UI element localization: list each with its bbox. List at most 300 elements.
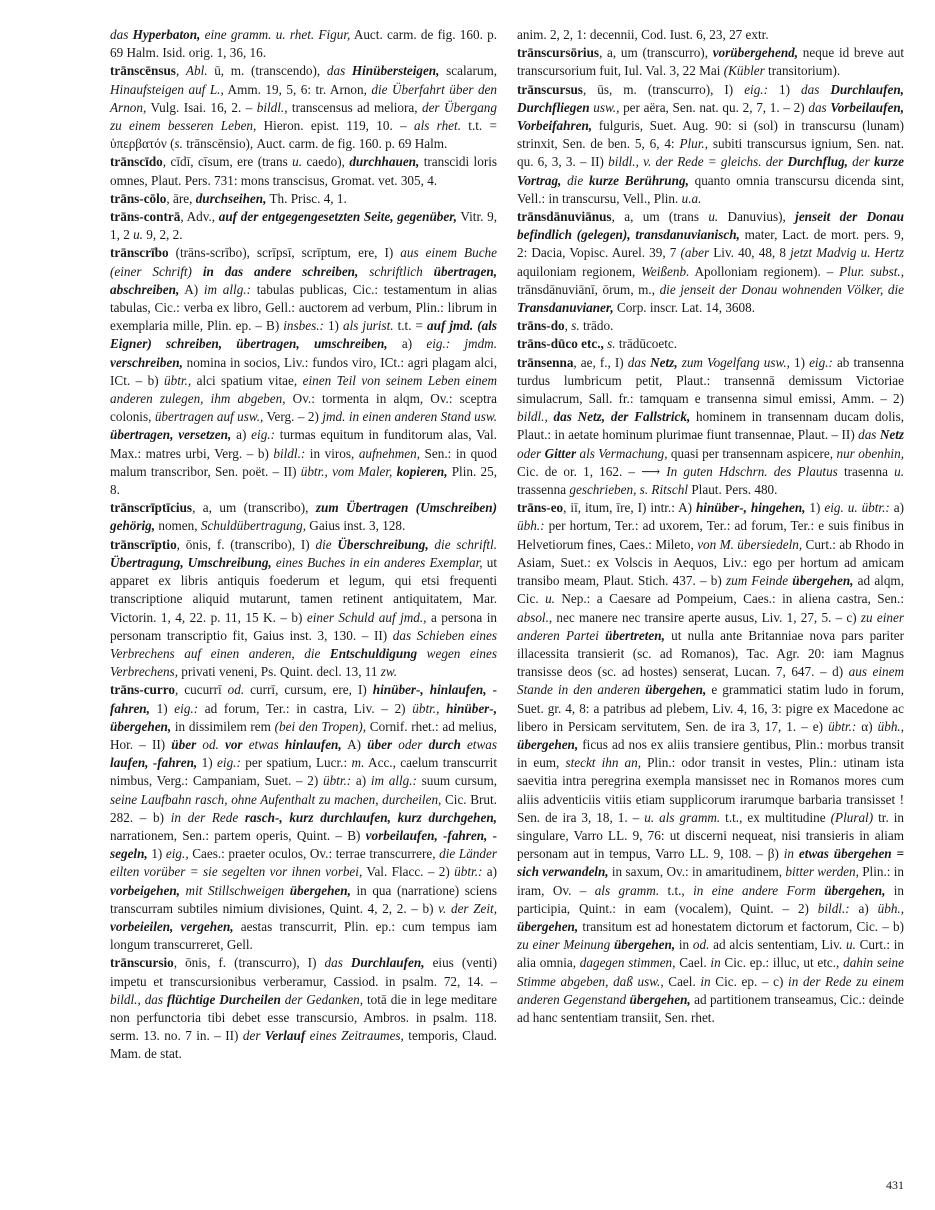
- entry-text-segment: übergehen,: [645, 682, 707, 698]
- entry-text-segment: in der Rede: [170, 809, 245, 825]
- entry-text-segment: suum cursum,: [416, 773, 497, 789]
- entry-text-segment: trādūcoetc.: [615, 336, 678, 352]
- entry-text-segment: jmd. in einen anderen Stand usw.: [322, 409, 497, 425]
- entry-headword: trānscursio: [110, 955, 174, 971]
- entry-text-segment: das Schieben eines Verbrechens auf einen anderen, die: [110, 627, 497, 661]
- entry-text-segment: Liv. 40, 48, 8: [709, 245, 791, 261]
- entry-text-segment: übertreten,: [605, 627, 665, 643]
- entry-text-segment: u.: [292, 154, 303, 170]
- entry-text-segment: eines Buches in ein anderes Exemplar,: [271, 554, 483, 570]
- entry-text-segment: eig.,: [165, 846, 189, 862]
- entry-text-segment: , ōnis, f. (transcurro), I): [173, 955, 325, 971]
- entry-text-segment: bildl.:: [817, 900, 850, 916]
- entry-text-segment: 9, 2, 2.: [142, 227, 183, 243]
- entry-text-segment: Cic. ep. – c): [710, 973, 789, 989]
- dictionary-entry: [517, 354, 904, 500]
- entry-text-segment: mit Stillschweigen: [179, 882, 290, 898]
- entry-text-segment: über: [367, 736, 393, 752]
- entry-text-segment: in der Rede zu einem anderen Gegenstand: [517, 973, 905, 1007]
- entry-text-segment: kopieren,: [396, 463, 448, 479]
- entry-text-segment: übergehen,: [517, 918, 579, 934]
- entry-text-segment: etwas: [242, 736, 285, 752]
- entry-text-segment: die schriftl.: [428, 536, 497, 552]
- entry-text-segment: kurze Vortrag,: [517, 154, 904, 188]
- entry-text-segment: Hyperbaton,: [132, 27, 201, 42]
- entry-text-segment: ,: [564, 318, 572, 334]
- entry-text-segment: wegen eines Verbrechens,: [110, 645, 497, 680]
- entry-text-segment: aus einem Buche (einer Schrift): [110, 245, 497, 279]
- dictionary-entry: [110, 954, 497, 1063]
- entry-headword: trānsenna: [517, 354, 574, 370]
- entry-text-segment: t.t. = ὑπερβατόν (: [110, 118, 497, 152]
- entry-text-segment: im allg.:: [370, 773, 417, 789]
- entry-text-segment: ⟶ In guten Hdschrn. des Plautus: [641, 463, 838, 479]
- entry-text-segment: übergehen,: [792, 573, 854, 589]
- entry-text-segment: laufen, -fahren,: [110, 755, 198, 771]
- entry-text-segment: eius (venti) impetu et transcursionibus verberamur, Cassiod. in psalm. 72, 14. –: [110, 955, 497, 989]
- entry-text-segment: nec manere nec transire aperte ausus, Liv. 1, 27, 5. – c): [552, 609, 861, 625]
- entry-text-segment: Plin.: odor transit in vestes, Plin.: utinam ista saevitia intra peregrina exempla mansisset nec in Romanos mores cum aliis adventiciis vitiis etiam supplicorum irarumque barbaria transisset ! Sen. de ira 3, 18, 1. –: [517, 755, 905, 825]
- entry-text-segment: die Überfahrt über den Arnon,: [110, 81, 497, 115]
- entry-text-segment: A): [179, 281, 204, 297]
- entry-text-segment: u. als gramm.: [644, 809, 721, 825]
- entry-text-segment: absol.,: [517, 609, 553, 625]
- entry-text-segment: ad alcis sententiam, Liv.: [709, 937, 846, 953]
- entry-text-segment: die: [561, 172, 589, 188]
- entry-text-segment: ad alqm, Cic.: [517, 573, 904, 607]
- entry-text-segment: eines Zeitraumes,: [305, 1028, 404, 1044]
- entry-text-segment: vorbeigehen,: [110, 882, 180, 898]
- entry-text-segment: das: [858, 427, 880, 443]
- entry-text-segment: Plur.,: [679, 136, 709, 152]
- entry-text-segment: t.t., ex multitudine: [720, 809, 831, 825]
- entry-text-segment: übh.,: [877, 718, 904, 734]
- entry-text-segment: in: [675, 937, 693, 953]
- entry-text-segment: Hinübersteigen,: [351, 63, 440, 79]
- entry-text-segment: übtr.,: [412, 700, 440, 716]
- entry-text-segment: vor: [224, 736, 243, 752]
- entry-text-segment: als rhet.: [413, 118, 461, 134]
- entry-headword: trānscrībo: [110, 245, 169, 261]
- entry-text-segment: s.: [607, 336, 616, 352]
- entry-text-segment: Caes.: praeter oculos, Ov.: terrae transcurrere,: [188, 846, 440, 862]
- entry-text-segment: eig.:: [217, 755, 241, 771]
- entry-text-segment: das: [324, 955, 351, 971]
- entry-text-segment: transitum est ad honestatem dictorum et factorum, Cic. – b): [578, 918, 904, 934]
- entry-text-segment: übh.:: [517, 518, 545, 534]
- entry-text-segment: α): [856, 718, 878, 734]
- entry-headword: trāns-cōlo: [110, 190, 167, 206]
- entry-text-segment: Val. Flacc. – 2): [362, 864, 455, 880]
- entry-text-segment: 1): [323, 318, 343, 334]
- entry-text-segment: alci spatium vitae,: [191, 372, 303, 388]
- dictionary-entry: [517, 499, 904, 1027]
- entry-text-segment: eig. u. übtr.:: [824, 500, 890, 516]
- entry-text-segment: quanto omnia transcursu dicenda sint, Vell.: in transcursu, Vell., Plin.: [517, 172, 904, 206]
- entry-text-segment: 1): [789, 354, 810, 370]
- entry-text-segment: übtr.:: [828, 718, 857, 734]
- entry-text-segment: in: [783, 846, 799, 862]
- entry-text-segment: übertragen, versetzen,: [110, 427, 232, 443]
- entry-text-segment: durch: [428, 736, 461, 752]
- entry-text-segment: aestas transcurrit, Plin. ep.: cum tempus iam longum transcurreret, Gell.: [110, 918, 497, 953]
- entry-text-segment: hinüber-, hingehen,: [695, 500, 806, 516]
- right-column: [517, 26, 904, 1027]
- entry-text-segment: ,: [175, 63, 186, 79]
- entry-text-segment: a): [351, 773, 371, 789]
- entry-text-segment: ab transenna turdus lumbricum petit, Plaut.: transennā demissum Victoriae simulacrum, Sall. fr.: tamquam e transenna simul emissi, Amm. – 2): [517, 354, 904, 407]
- entry-text-segment: übergehen,: [824, 882, 886, 898]
- entry-text-segment: etwas: [460, 736, 497, 752]
- dictionary-entry: [110, 190, 497, 208]
- entry-headword: trānscrīptīcius: [110, 500, 193, 516]
- entry-text-segment: im allg.:: [203, 281, 251, 297]
- entry-text-segment: ad partitionem transeamus, Cic.: deinde ad hanc sententiam transiit, Sen. rhet.: [517, 991, 905, 1025]
- entry-text-segment: u.: [708, 209, 719, 225]
- entry-text-segment: der: [242, 1028, 265, 1044]
- entry-text-segment: (bei den Tropen),: [274, 718, 367, 734]
- entry-text-segment: Hieron. epist. 119, 10. –: [256, 118, 414, 134]
- entry-text-segment: a): [849, 900, 878, 916]
- entry-text-segment: als gramm.: [594, 882, 660, 898]
- entry-text-segment: Weißenb.: [641, 263, 690, 279]
- entry-text-segment: , āre,: [166, 190, 196, 206]
- entry-text-segment: per aëra, Sen. nat. qu. 2, 7, 1. – 2): [619, 99, 809, 115]
- entry-text-segment: hinlaufen,: [284, 736, 342, 752]
- entry-text-segment: e grammatici statim ludo in forum, Suet. gr. 4, 8: a patribus ad plebem, Liv. 4, 16, 3: pigre ex Macedone ac libero in Persicam servitutem, Sen. de ira 3, 17, 1. – e): [517, 682, 904, 734]
- entry-text-segment: dahin seine Stimme abgeben, daß usw.,: [517, 955, 904, 989]
- entry-text-segment: Vulg. Isai. 16, 2. –: [146, 99, 257, 115]
- entry-text-segment: aus einem Stande in den anderen: [517, 664, 904, 698]
- entry-text-segment: caedo),: [302, 154, 350, 170]
- dictionary-entry: [110, 62, 497, 153]
- entry-text-segment: Netz: [879, 427, 904, 443]
- entry-text-segment: subiti transcursus ignium, Sen. nat. qu. 6, 3, 3. – II): [517, 136, 904, 170]
- dictionary-entry: [110, 26, 497, 62]
- entry-text-segment: übtr.:: [322, 773, 352, 789]
- entry-text-segment: in participia, Quint.: in eam (vocalem), Quint. – 2): [517, 882, 904, 916]
- entry-text-segment: trānsdānuviānī, ōrum, m.,: [517, 281, 660, 297]
- entry-text-segment: Corp. inscr. Lat. 14, 3608.: [613, 300, 756, 316]
- entry-text-segment: hinüber-, hinlaufen, -fahren,: [110, 682, 497, 716]
- entry-text-segment: vorbeieilen, vergehen,: [110, 918, 234, 934]
- entry-text-segment: trādo.: [579, 318, 614, 334]
- entry-text-segment: das: [627, 354, 651, 370]
- entry-text-segment: Cornif. rhet.: ad melius, Hor. – II): [110, 718, 497, 752]
- entry-text-segment: (aber: [680, 245, 710, 261]
- entry-text-segment: a): [387, 336, 427, 352]
- entry-text-segment: übergehen,: [629, 991, 691, 1007]
- entry-text-segment: Cael.: [663, 973, 701, 989]
- entry-text-segment: hominem in transennam ducam dolis, Plaut.: in aetate hominum plurimae fiunt transennae, Plaut. – II): [517, 409, 904, 443]
- entry-text-segment: ut nulla ante Britanniae nova pars pariter illacessita transierit (sc. ad Romanos), Tac. Agr. 20: iam Magnus transisse deos (sc. ad hostes) senserat, Lucan. 7, 647. – d): [517, 627, 905, 680]
- entry-text-segment: in: [700, 973, 711, 989]
- entry-text-segment: das: [326, 63, 352, 79]
- entry-headword: trānscīdo: [110, 154, 163, 170]
- entry-text-segment: übh.,: [877, 900, 904, 916]
- entry-text-segment: durchhauen,: [349, 154, 420, 170]
- entry-text-segment: nomen,: [155, 518, 201, 534]
- entry-text-segment: Nep.: a Caesare ad Pompeium, Caes.: in aliena castra, Sen.:: [554, 591, 904, 607]
- entry-text-segment: currī, cursum, ere, I): [244, 682, 373, 698]
- entry-text-segment: v. der Zeit,: [438, 900, 498, 916]
- entry-text-segment: übergehen,: [289, 882, 351, 898]
- entry-text-segment: 1): [197, 755, 218, 771]
- entry-text-segment: 1): [805, 500, 825, 516]
- entry-text-segment: nur obenhin,: [836, 445, 904, 461]
- entry-text-segment: 1): [147, 846, 166, 862]
- entry-text-segment: in das andere schreiben,: [202, 263, 359, 279]
- entry-text-segment: Curt.: ab Rhodo in Asiam, Suet.: ex Volscis in Aequos, Liv.: ego per hortum ad amicam transibo meam, Plaut. Stich. 437. – b): [517, 536, 904, 589]
- entry-text-segment: tabulas publicas, Cic.: testamentum in alias tabulas, Cic.: verba ex libro, Gell.: auctorem ad verbum, Plin.: librum in exemplaria mille, Plin. ep. – B): [110, 281, 498, 334]
- entry-text-segment: t.t.,: [659, 882, 694, 898]
- entry-text-segment: a persona in personam transcriptio fit, Gaius inst. 3, 130. – II): [110, 609, 498, 643]
- entry-text-segment: zum Übertragen (Umschreiben) gehörig,: [110, 500, 498, 534]
- entry-text-segment: s.: [174, 136, 183, 152]
- entry-text-segment: die Länder eilten vorüber = sie segelten vor ihnen vorbei,: [110, 846, 497, 880]
- entry-text-segment: turmas equitum in funditorum alas, Val. Max.: matres urbi, Verg. – b): [110, 427, 497, 461]
- entry-text-segment: u.: [545, 591, 555, 607]
- entry-text-segment: narrationem, Sen.: partem operis, Quint. – B): [110, 827, 366, 843]
- entry-text-segment: einer Schuld auf jmd.,: [306, 609, 427, 625]
- entry-text-segment: 1): [768, 81, 801, 97]
- entry-text-segment: ut apparet ex libris antiquis foederum et legum, qui etsi frequenti transcriptione aliquid mutarunt, tamen retinent antiquitatem, Mar. Victorin. 1, 4, 22. p. 11, 15 K. – b): [110, 554, 497, 625]
- entry-text-segment: der Übergang zu einem besseren Leben,: [110, 99, 497, 134]
- entry-text-segment: anim. 2, 2, 1: decennii, Cod. Iust. 6, 23, 27 extr.: [517, 27, 769, 42]
- dictionary-entry: [110, 499, 497, 535]
- entry-text-segment: die: [315, 536, 338, 552]
- entry-text-segment: Verlauf: [264, 1028, 306, 1044]
- entry-headword: trāns-curro: [110, 682, 175, 698]
- entry-text-segment: Entschuldigung: [329, 645, 418, 661]
- entry-text-segment: , ūs, m. (transcurro), I): [582, 81, 745, 97]
- entry-headword: trāns-contrā: [110, 209, 181, 225]
- entry-text-segment: kurze Berührung,: [588, 172, 689, 188]
- entry-text-segment: Auct. carm. de fig. 160. p. 69 Halm. Isid. orig. 1, 36, 16.: [110, 27, 497, 61]
- entry-text-segment: Amm. 19, 5, 6: tr. Arnon,: [223, 81, 372, 97]
- entry-text-segment: , cucurrī: [174, 682, 228, 698]
- entry-text-segment: als Vermachung,: [576, 445, 668, 461]
- entry-text-segment: übtr.:: [454, 864, 483, 880]
- entry-text-segment: privati veneni, Ps. Quint. decl. 13, 11: [178, 664, 381, 680]
- entry-text-segment: Durchflug,: [787, 154, 848, 170]
- entry-text-segment: temporis, Claud. Mam. de stat.: [110, 1028, 497, 1062]
- entry-text-segment: Plin. 25, 8.: [110, 463, 497, 498]
- entry-text-segment: , ae, f., I): [573, 354, 628, 370]
- entry-text-segment: Danuvius),: [718, 209, 796, 225]
- entry-text-segment: fulguris, Suet. Aug. 90: si (sol) in transcursu (lunam) strinxit, Sen. de ben. 5, 6, 4:: [517, 118, 904, 152]
- entry-text-segment: Schuldübertragung,: [200, 518, 306, 534]
- entry-text-segment: bildl., v. der Rede = gleichs. der: [608, 154, 788, 170]
- entry-text-segment: Überschreibung,: [337, 536, 429, 552]
- entry-text-segment: 1): [149, 700, 175, 716]
- entry-text-segment: a): [889, 500, 904, 516]
- entry-text-segment: A): [341, 736, 368, 752]
- entry-text-segment: ad forum, Ter.: in castra, Liv. – 2): [198, 700, 413, 716]
- entry-text-segment: übertragen, abschreiben,: [110, 263, 497, 297]
- entry-text-segment: per hortum, Ter.: ad uxorem, Ter.: ad forum, Ter.: e suis finibus in Helvetiorum fines, Caes.: Mileto,: [517, 518, 904, 552]
- entry-text-segment: usw.,: [589, 99, 620, 115]
- entry-text-segment: per spatium, Lucr.:: [240, 755, 352, 771]
- entry-text-segment: Gaius inst. 3, 128.: [306, 518, 406, 534]
- entry-text-segment: zum Feinde: [725, 573, 793, 589]
- entry-text-segment: Cic. de or. 1, 162. –: [517, 463, 642, 479]
- entry-headword: trānscursōrius: [517, 45, 600, 61]
- entry-text-segment: steckt ihn an,: [565, 755, 641, 771]
- entry-text-segment: u.a.: [681, 190, 702, 206]
- entry-headword: trāns-eo: [517, 500, 564, 516]
- entry-text-segment: über: [171, 736, 197, 752]
- entry-text-segment: durchseihen,: [195, 190, 267, 206]
- entry-text-segment: zw.: [380, 664, 398, 680]
- entry-text-segment: neque id breve aut transcursorium fuit, Iul. Val. 3, 22 Mai: [517, 45, 904, 79]
- entry-text-segment: Acc., caelum transcurrit nimbus, Verg.: Campaniam, Suet. – 2): [110, 755, 497, 789]
- entry-text-segment: geschrieben, s. Ritschl: [569, 482, 689, 498]
- entry-text-segment: Sen.: in quod malum transcribor, Sen. poët. – II): [110, 445, 498, 479]
- entry-text-segment: bildl.,: [256, 99, 288, 115]
- left-column: [110, 26, 497, 1064]
- entry-text-segment: oder: [392, 736, 429, 752]
- entry-text-segment: jenseit der Donau befindlich (gelegen), transdanuvianisch,: [517, 209, 904, 243]
- entry-text-segment: , a, um (transcurro),: [599, 45, 713, 61]
- entry-headword: trānscēnsus: [110, 63, 176, 79]
- entry-text-segment: a): [231, 427, 252, 443]
- entry-text-segment: Hinaufsteigen auf L.,: [110, 81, 224, 97]
- entry-text-segment: u.: [133, 227, 143, 243]
- entry-text-segment: transcidi loris omnes, Plaut. Pers. 731: mons transcisus, Gromat. vet. 305, 4.: [110, 154, 498, 188]
- entry-text-segment: schriftlich: [358, 263, 434, 279]
- entry-text-segment: bitter werden,: [785, 864, 859, 880]
- entry-text-segment: ficus ad nos ex aliis transiere gentibus, Plin.: morbus transit in eum,: [517, 736, 904, 771]
- dictionary-entry: [517, 335, 904, 353]
- dictionary-entry: [517, 81, 904, 208]
- entry-text-segment: Curt.: in alia omnia,: [517, 937, 904, 971]
- dictionary-entry: [110, 244, 497, 499]
- entry-text-segment: Cic. ep.: illuc, ut etc.,: [720, 955, 844, 971]
- entry-text-segment: scalarum,: [439, 63, 498, 79]
- dictionary-entry: [110, 208, 497, 244]
- entry-text-segment: (trāns-scrībo), scrīpsī, scrīptum, ere, I): [168, 245, 401, 261]
- entry-text-segment: insbes.:: [283, 318, 324, 334]
- entry-text-segment: (Kübler: [723, 63, 765, 79]
- entry-text-segment: übergehen,: [613, 937, 676, 953]
- entry-headword: trānscursus: [517, 81, 583, 97]
- entry-text-segment: vorübergehend,: [712, 45, 799, 61]
- entry-text-segment: m.: [351, 755, 365, 771]
- entry-text-segment: in dissimilem rem: [171, 718, 275, 734]
- entry-text-segment: der Gedanken,: [280, 991, 364, 1007]
- entry-text-segment: Plur. subst.,: [839, 263, 904, 279]
- entry-text-segment: trānscēnsio), Auct. carm. de fig. 160. p. 69 Halm.: [182, 136, 448, 152]
- entry-text-segment: , Adv.,: [180, 209, 219, 225]
- entry-text-segment: trassenna: [517, 482, 570, 498]
- entry-text-segment: bildl.,: [517, 409, 548, 425]
- entry-text-segment: Durchlaufen, Durchfliegen: [517, 81, 904, 115]
- entry-text-segment: Verg. – 2): [263, 409, 323, 425]
- entry-text-segment: od.: [692, 937, 710, 953]
- entry-text-segment: a): [482, 864, 498, 880]
- entry-text-segment: Cic. Brut. 282. – b): [110, 791, 497, 825]
- entry-text-segment: auf jmd. (als Eigner) schreiben, übertragen, umschreiben,: [110, 318, 497, 352]
- entry-text-segment: Durchlaufen,: [350, 955, 425, 971]
- dictionary-entry: [517, 26, 904, 44]
- entry-text-segment: eig.:: [744, 81, 768, 97]
- entry-text-segment: , iī, itum, īre, I) intr.: A): [563, 500, 696, 516]
- entry-text-segment: Vitr. 9, 1, 2: [110, 209, 497, 243]
- entry-text-segment: Übertragung, Umschreibung,: [110, 554, 272, 570]
- entry-text-segment: eine gramm. u. rhet. Figur,: [200, 27, 351, 42]
- entry-text-segment: in qua (narratione) sciens transcurram subtiles nimium divisiones, Quint. 4, 2, 2. – b): [110, 882, 497, 916]
- entry-text-segment: nomina in socios, Liv.: fundos viro, ICt.: agri plagam alci, ICt. – b): [110, 354, 497, 388]
- entry-headword: trāns-dūco etc.,: [517, 336, 604, 352]
- entry-text-segment: ū, m. (transcendo),: [207, 63, 327, 79]
- entry-text-segment: mater, Lact. de mort. pers. 9, 2: Dacia, Vopisc. Aurel. 39, 7: [517, 227, 904, 261]
- entry-text-segment: u.: [845, 937, 856, 953]
- dictionary-entry: [110, 681, 497, 954]
- entry-text-segment: transitorium).: [764, 63, 841, 79]
- entry-text-segment: der: [847, 154, 874, 170]
- entry-text-segment: von M. übersiedeln,: [697, 536, 803, 552]
- entry-text-segment: als jurist.: [342, 318, 394, 334]
- entry-headword: trānsdānuviānus: [517, 209, 612, 225]
- dictionary-entry: [517, 44, 904, 80]
- entry-text-segment: jetzt Madvig u. Hertz: [790, 245, 904, 261]
- entry-text-segment: in eine andere Form: [693, 882, 825, 898]
- entry-text-segment: bildl.:: [273, 445, 306, 461]
- entry-text-segment: Cael.: [675, 955, 711, 971]
- entry-text-segment: rasch-, kurz durchlaufen, kurz durchgehen,: [244, 809, 497, 825]
- entry-text-segment: übergehen,: [517, 736, 579, 752]
- entry-text-segment: das: [801, 81, 831, 97]
- entry-text-segment: das Netz, der Fallstrick,: [553, 409, 691, 425]
- entry-text-segment: einen Teil von seinem Leben einem anderen zulegen, ihm abgeben,: [110, 372, 498, 407]
- entry-text-segment: übtr., vom Maler,: [300, 463, 397, 479]
- entry-text-segment: , ōnis, f. (transcribo), I): [176, 536, 316, 552]
- page-number: 431: [886, 1178, 904, 1192]
- entry-text-segment: Th. Prisc. 4, 1.: [266, 190, 347, 206]
- entry-text-segment: die jenseit der Donau wohnenden Völker, die: [659, 281, 904, 297]
- entry-text-segment: zu einer anderen Partei: [517, 609, 904, 643]
- entry-text-segment: quasi per transennam aspicere,: [667, 445, 837, 461]
- dictionary-entry: [110, 536, 497, 682]
- entry-text-segment: od.: [196, 736, 225, 752]
- entry-text-segment: eig.:: [809, 354, 833, 370]
- entry-text-segment: übertragen auf usw.,: [154, 409, 264, 425]
- entry-text-segment: , a, um (trans: [611, 209, 709, 225]
- entry-text-segment: vorbeilaufen, -fahren, -segeln,: [110, 827, 497, 862]
- entry-text-segment: Vorbeilaufen, Vorbeifahren,: [517, 99, 904, 134]
- entry-text-segment: eig.: jmdm.: [426, 336, 497, 352]
- entry-text-segment: das: [110, 27, 133, 42]
- entry-text-segment: , a, um (transcribo),: [192, 500, 316, 516]
- entry-text-segment: oder: [517, 445, 545, 461]
- entry-text-segment: zum Vogelfang usw.,: [677, 354, 790, 370]
- entry-text-segment: Transdanuvianer,: [517, 300, 614, 316]
- entry-text-segment: seine Laufbahn rasch, ohne Aufenthalt zu machen, durcheilen,: [110, 791, 442, 807]
- entry-text-segment: zu einer Meinung: [517, 937, 614, 953]
- entry-text-segment: aufnehmen,: [358, 445, 420, 461]
- dictionary-entry: [517, 317, 904, 335]
- entry-text-segment: Ov.: tormenta in alqm, Ov.: sceptra colonis,: [110, 391, 497, 425]
- entry-text-segment: verschreiben,: [110, 354, 183, 370]
- entry-text-segment: od.: [227, 682, 245, 698]
- entry-text-segment: eig.:: [174, 700, 199, 716]
- entry-headword: trāns-do: [517, 318, 565, 334]
- entry-text-segment: eig.:: [251, 427, 275, 443]
- entry-text-segment: etwas übergehen = sich verwandeln,: [517, 846, 905, 880]
- entry-text-segment: übtr.,: [164, 372, 192, 388]
- entry-text-segment: totā die in lege meditare non perfunctoria tibi debet esse transcursio, Ambros. in psalm. 118. serm. 13. no. 7 in. – II): [110, 991, 497, 1044]
